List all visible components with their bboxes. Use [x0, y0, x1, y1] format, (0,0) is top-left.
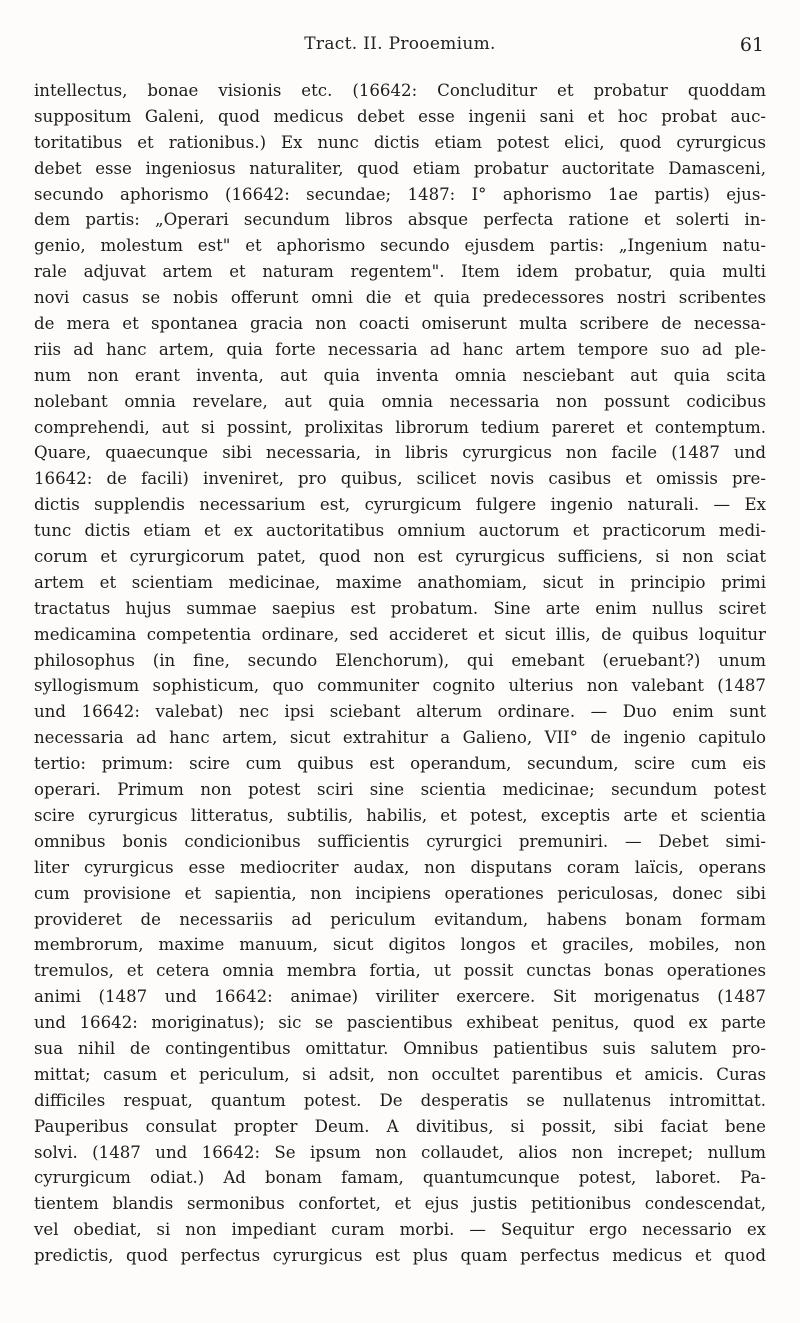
text-line: intellectus, bonae visionis etc. (16642: Concluditur et probatur quoddam [34, 81, 766, 100]
text-line: comprehendi, aut si possint, prolixitas librorum tedium pareret et contemptum. [34, 417, 766, 437]
text-line: de mera et spontanea gracia non coacti omiserunt multa scribere de necessa- [34, 314, 766, 334]
text-line: Pauperibus consulat propter Deum. A divitibus, si possit, sibi faciat bene [34, 1116, 766, 1136]
text-line: artem et scientiam medicinae, maxime anathomiam, sicut in principio primi [34, 572, 766, 592]
text-line: riis ad hanc artem, quia forte necessaria ad hanc artem tempore suo ad ple- [34, 339, 766, 359]
text-line: tientem blandis sermonibus confortet, et ejus justis petitionibus condescendat, [34, 1194, 766, 1214]
text-line: omnibus bonis condicionibus sufficientis cyrurgici premuniri. — Debet simi- [34, 831, 766, 851]
text-line: corum et cyrurgicorum patet, quod non est cyrurgicus sufficiens, si non sciat [34, 547, 766, 567]
text-line: medicamina competentia ordinare, sed accideret et sicut illis, de quibus loquitur [34, 624, 766, 644]
text-line: rale adjuvat artem et naturam regentem". Item idem probatur, quia multi [34, 262, 766, 282]
text-line: sua nihil de contingentibus omittatur. Omnibus patientibus suis salutem pro- [34, 1038, 766, 1058]
text-line: necessaria ad hanc artem, sicut extrahitur a Galieno, VII° de ingenio capitulo [34, 728, 766, 748]
text-line: genio, molestum est" et aphorismo secundo ejusdem partis: „Ingenium natu- [34, 236, 766, 256]
text-line: predictis, quod perfectus cyrurgicus est plus quam perfectus medicus et quod [34, 1246, 766, 1266]
page-number: 61 [739, 34, 764, 56]
text-line: operari. Primum non potest sciri sine scientia medicinae; secundum potest [34, 780, 766, 800]
text-line: 16642: de facili) inveniret, pro quibus, scilicet novis casibus et omissis pre- [34, 469, 766, 489]
text-line: mittat; casum et periculum, si adsit, non occultet parentibus et amicis. Curas [34, 1064, 766, 1084]
text-line: tractatus hujus summae saepius est probatum. Sine arte enim nullus sciret [34, 598, 766, 618]
text-line: animi (1487 und 16642: animae) viriliter exercere. Sit morigenatus (1487 [34, 987, 766, 1007]
running-title: Tract. II. Prooemium. [304, 34, 496, 54]
text-line: scire cyrurgicus litteratus, subtilis, habilis, et potest, exceptis arte et scientia [34, 805, 766, 825]
text-line: Quare, quaecunque sibi necessaria, in libris cyrurgicus non facile (1487 und [34, 443, 766, 463]
text-line: provideret de necessariis ad periculum evitandum, habens bonam formam [34, 909, 766, 929]
text-line: secundo aphorismo (16642: secundae; 1487: I° aphorismo 1ae partis) ejus- [34, 184, 766, 204]
text-line: syllogismum sophisticum, quo communiter cognito ulterius non valebant (1487 [34, 676, 766, 696]
text-line: philosophus (in fine, secundo Elenchorum), qui emebant (eruebant?) unum [34, 650, 766, 670]
text-line: cyrurgicum odiat.) Ad bonam famam, quantumcunque potest, laboret. Pa- [34, 1168, 766, 1188]
text-line: tunc dictis etiam et ex auctoritatibus omnium auctorum et practicorum medi- [34, 521, 766, 541]
text-line: und 16642: valebat) nec ipsi sciebant alterum ordinare. — Duo enim sunt [34, 702, 766, 722]
text-line: tertio: primum: scire cum quibus est operandum, secundum, scire cum eis [34, 754, 766, 774]
text-line: novi casus se nobis offerunt omni die et quia predecessores nostri scribentes [34, 288, 766, 308]
text-line: und 16642: moriginatus); sic se pascientibus exhibeat penitus, quod ex parte [34, 1013, 766, 1033]
text-line: dem partis: „Operari secundum libros absque perfecta ratione et solerti in- [34, 210, 766, 230]
text-line: nolebant omnia revelare, aut quia omnia necessaria non possunt codicibus [34, 391, 766, 411]
text-line: debet esse ingeniosus naturaliter, quod etiam probatur auctoritate Damasceni, [34, 158, 766, 178]
text-line: cum provisione et sapientia, non incipiens operationes periculosas, donec sibi [34, 883, 766, 903]
running-head [36, 30, 764, 66]
text-line: dictis supplendis necessarium est, cyrurgicum fulgere ingenio naturali. — Ex [34, 495, 766, 515]
text-line: liter cyrurgicus esse mediocriter audax, non disputans coram laïcis, operans [34, 857, 766, 877]
text-line: num non erant inventa, aut quia inventa omnia nesciebant aut quia scita [34, 365, 766, 385]
text-line: difficiles respuat, quantum potest. De desperatis se nullatenus intromittat. [34, 1090, 766, 1110]
text-line: tremulos, et cetera omnia membra fortia, ut possit cunctas bonas operationes [34, 961, 766, 981]
body-text [34, 78, 766, 1269]
text-line: toritatibus et rationibus.) Ex nunc dictis etiam potest elici, quod cyrurgicus [34, 132, 766, 152]
text-line: solvi. (1487 und 16642: Se ipsum non collaudet, alios non increpet; nullum [34, 1142, 766, 1162]
text-line: suppositum Galeni, quod medicus debet esse ingenii sani et hoc probat auc- [34, 106, 766, 126]
text-line: membrorum, maxime manuum, sicut digitos longos et graciles, mobiles, non [34, 935, 766, 955]
text-line: vel obediat, si non impediant curam morbi. — Sequitur ergo necessario ex [34, 1220, 766, 1240]
